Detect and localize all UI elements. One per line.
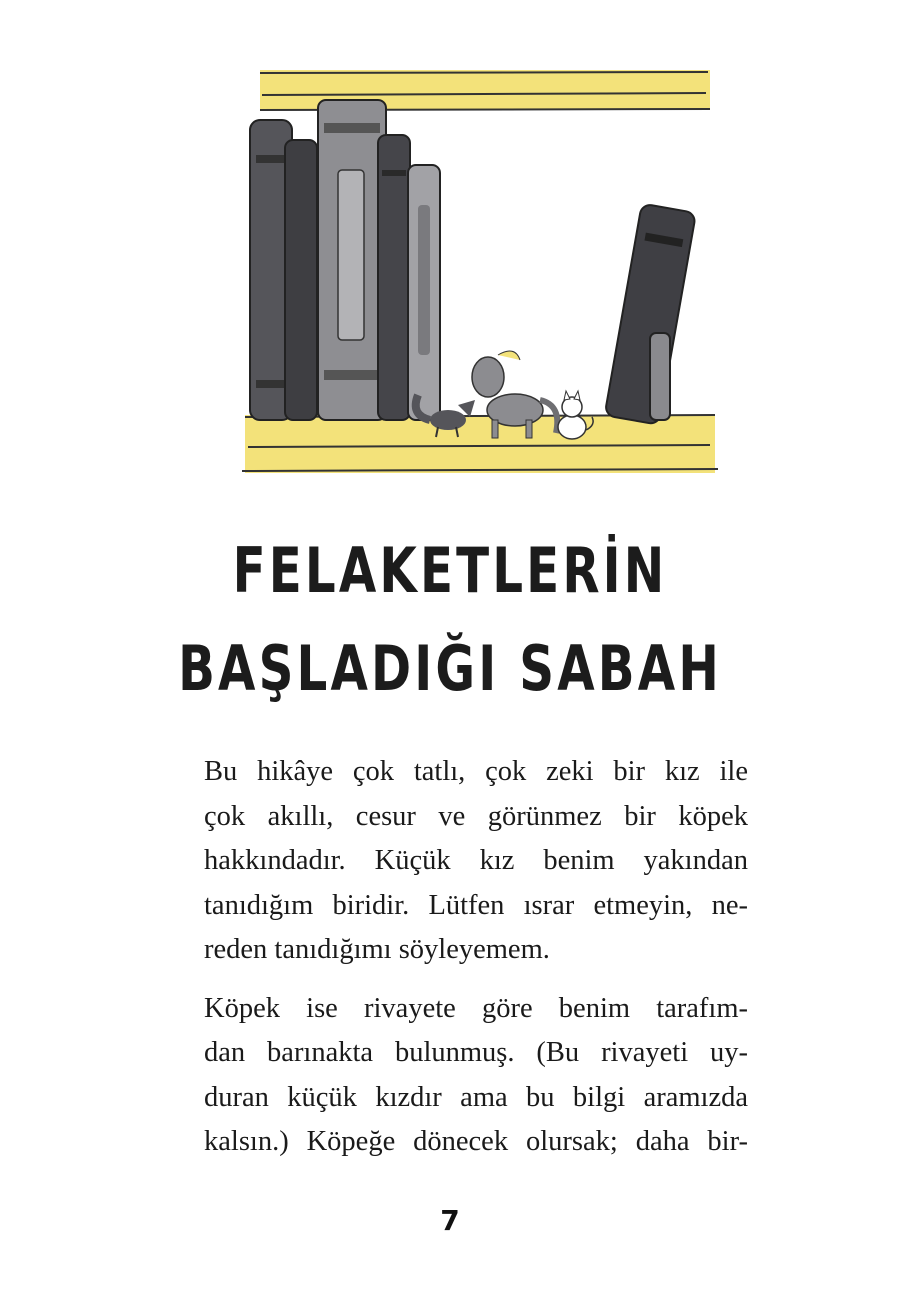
text-line: Bu hikâye çok tatlı, çok zeki bir kız ile <box>204 756 748 787</box>
page-number: 7 <box>440 1204 460 1237</box>
book-icon <box>285 140 317 420</box>
chapter-body <box>168 750 748 1179</box>
bookshelf-illustration <box>230 55 730 485</box>
text-line: reden tanıdığımı söyleyemem. <box>204 934 550 965</box>
book-icon <box>378 135 410 420</box>
paragraph <box>168 987 748 1165</box>
text-line: Köpek ise rivayete göre benim tarafım- <box>204 992 748 1024</box>
chapter-title-line-2: BAŞLADIĞI SABAH <box>178 632 722 705</box>
text-line: çok akıllı, cesur ve görünmez bir köpek <box>204 800 748 832</box>
text-line: kalsın.) Köpeğe dönecek olursak; daha bir- <box>204 1126 748 1157</box>
bottom-shelf-board <box>242 415 718 473</box>
chapter-title-line-1: FELAKETLERİN <box>232 534 668 607</box>
paragraph <box>168 750 748 973</box>
book-icon <box>650 333 670 420</box>
text-line: hakkındadır. Küçük kız benim yakından <box>204 845 748 876</box>
text-line: tanıdığım biridir. Lütfen ısrar etmeyin, ne- <box>204 889 748 921</box>
book-icon <box>318 100 386 420</box>
text-line: dan barınakta bulunmuş. (Bu rivayeti uy- <box>204 1037 748 1068</box>
book-icon <box>408 165 440 420</box>
text-line: duran küçük kızdır ama bu bilgi aramızda <box>204 1081 748 1113</box>
